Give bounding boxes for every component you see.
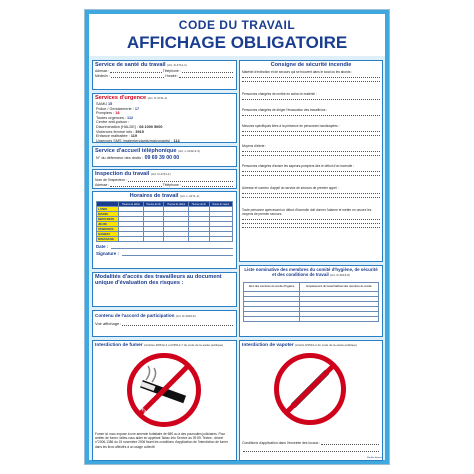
discrimination-label: Discrimination (HALDE) : bbox=[96, 124, 139, 129]
chsct-box bbox=[239, 265, 383, 337]
accord-field bbox=[93, 320, 236, 327]
vapoter-title bbox=[240, 341, 382, 349]
sante-title-text: Service de santé du travail bbox=[95, 62, 166, 68]
horaires-col: Heures de fin bbox=[143, 202, 163, 207]
risques-title: Modalités d'accès des travailleurs au document unique d'évaluation des risques : bbox=[95, 274, 222, 287]
day-label: MERCREDI bbox=[97, 217, 119, 222]
accueil-title-text: Service d'accueil téléphonique bbox=[95, 148, 177, 154]
securite-box bbox=[239, 60, 383, 262]
horaires-title bbox=[93, 192, 236, 200]
accord-title bbox=[93, 311, 236, 320]
poster-inner bbox=[89, 14, 385, 460]
inspection-ref: (Art. D.4711-1) bbox=[150, 172, 171, 176]
urgence-row-label: Police / Gendarmerie : bbox=[96, 106, 134, 111]
inspection-field-label: Nom de l'inspecteur : bbox=[95, 178, 127, 182]
signature-label: Signature : bbox=[96, 251, 119, 256]
urgence-box bbox=[92, 93, 237, 143]
signature-row bbox=[93, 250, 236, 257]
urgence-title bbox=[93, 94, 236, 102]
title-line1: CODE DU TRAVAIL bbox=[178, 18, 296, 32]
sante-field-label: Téléphone : bbox=[162, 69, 181, 73]
chsct-col2: Emplacement de travail habituel des membres du comité bbox=[300, 282, 379, 291]
accord-field-label: Voir affichage : bbox=[95, 321, 122, 326]
violences-label: Violences femme info : bbox=[96, 129, 135, 134]
horaires-col: Heures de début bbox=[119, 202, 144, 207]
inspection-title-text: Inspection du travail bbox=[95, 171, 150, 177]
sante-field-medecin bbox=[93, 74, 236, 79]
urgence-row-label: SAMU bbox=[96, 102, 107, 106]
violences-value: 3919 bbox=[135, 129, 144, 134]
accueil-phone-row bbox=[93, 155, 236, 162]
sante-title bbox=[93, 61, 236, 69]
securite-item bbox=[240, 207, 382, 235]
time-cell[interactable] bbox=[164, 237, 189, 242]
fumer-box bbox=[92, 340, 237, 461]
horaires-ref: (Art. L.3171-1) bbox=[180, 194, 200, 198]
table-row bbox=[244, 316, 379, 321]
securite-item-label: Personnes chargées de mettre en action le matériel : bbox=[242, 92, 317, 96]
vapoter-field bbox=[240, 441, 382, 446]
day-label: MARDI bbox=[97, 212, 119, 217]
day-label: DIMANCHE bbox=[97, 237, 119, 242]
poster-header bbox=[89, 14, 385, 56]
urgence-ref: (Art. D.4711-1) bbox=[147, 96, 168, 100]
securite-item-label: Moyens d'alerte : bbox=[242, 144, 267, 148]
accord-ref: (Art. R.3323-6) bbox=[175, 314, 196, 318]
antipoison-label: Centre anti-poison : bbox=[96, 120, 130, 125]
vapoter-box bbox=[239, 340, 383, 461]
fumer-text: Fumer ici vous expose à une amende forfaitaire de 68€ ou à des poursuites judiciaires. Pour arrêter de fumer, faites-vous aider en appelant Tabac Info Service au 39 89. Textes : décret n°2006-1386 du 15 novembre 2006 fixant les conditions d'application de l'interdiction de fumer dans les lieux affectés à un usage collectif. bbox=[95, 432, 228, 449]
urgence-row-label: Toutes urgences : bbox=[96, 115, 126, 120]
securite-item bbox=[240, 91, 382, 107]
vapoter-field-label: Conditions d'application dans l'enceinte des locaux : bbox=[242, 441, 321, 445]
horaires-title-text: Horaires de travail bbox=[129, 193, 179, 199]
fumer-title-text: Interdiction de fumer bbox=[95, 343, 143, 348]
footer-note: Modèle déposé bbox=[367, 457, 382, 459]
urgence-row-value: 18 bbox=[115, 111, 120, 116]
securite-item bbox=[240, 69, 382, 91]
time-cell[interactable] bbox=[209, 237, 232, 242]
securite-item-label: Mesures spécifiques liées à la présence de personnes handicapées : bbox=[242, 124, 340, 128]
inspection-box bbox=[92, 169, 237, 189]
vapoter-line bbox=[243, 451, 379, 452]
horaires-col: Heures de fin bbox=[189, 202, 209, 207]
day-label: LUNDI bbox=[97, 207, 119, 212]
sign-ring-text bbox=[127, 353, 201, 427]
securite-item-label: Personnes chargées de diriger l'évacuation des travailleurs : bbox=[242, 108, 328, 112]
vapoter-title-text: Interdiction de vapoter bbox=[242, 343, 294, 348]
discrimination-value: 08 1000 5000 bbox=[139, 124, 163, 129]
time-cell[interactable] bbox=[143, 237, 163, 242]
horaires-col: Durée du repos bbox=[209, 202, 232, 207]
chsct-title bbox=[240, 266, 382, 279]
sms-value: 114 bbox=[173, 138, 180, 143]
svg-text:INTERDICTION DE FUMER DANS UN bbox=[127, 353, 193, 422]
chsct-header-row bbox=[244, 282, 379, 291]
securite-item bbox=[240, 185, 382, 207]
urgence-title-text: Services d'urgence bbox=[95, 95, 147, 101]
horaires-table bbox=[96, 201, 233, 242]
inspection-field bbox=[93, 183, 236, 188]
accord-box bbox=[92, 310, 237, 337]
title-line2: AFFICHAGE OBLIGATOIRE bbox=[126, 33, 348, 52]
chsct-table bbox=[243, 282, 379, 322]
date-label: Date : bbox=[96, 244, 109, 249]
time-cell[interactable] bbox=[119, 237, 144, 242]
inspection-title bbox=[93, 170, 236, 178]
securite-item bbox=[240, 143, 382, 163]
accueil-phone-label: N° du défenseur des droits : bbox=[96, 156, 144, 160]
chsct-col1: Nom des membres du comité d'hygiène bbox=[244, 282, 300, 291]
enfance-value: 119 bbox=[130, 134, 137, 139]
horaires-col: Heures de début bbox=[164, 202, 189, 207]
securite-item bbox=[240, 163, 382, 185]
table-row bbox=[97, 237, 233, 242]
poster bbox=[84, 9, 390, 465]
securite-item-label: Matériel d'extinction et de secours qui se trouvent dans le local ou les abords : bbox=[242, 70, 353, 74]
no-smoking-ring-text: INTERDICTION DE FUMER DANS UN LIEU AFFEC bbox=[135, 392, 194, 423]
sms-label: Urgences SMS (malentendants/malvoyants) : bbox=[96, 138, 173, 143]
chsct-cell[interactable] bbox=[300, 316, 379, 321]
no-smoking-sign-icon bbox=[127, 353, 201, 427]
inspection-field-label: Téléphone : bbox=[162, 183, 181, 187]
urgence-row-label: Pompiers : bbox=[96, 111, 115, 116]
day-label: VENDREDI bbox=[97, 227, 119, 232]
date-row bbox=[93, 243, 236, 250]
securite-item bbox=[240, 107, 382, 123]
urgence-row-value: 17 bbox=[134, 106, 140, 111]
fumer-title bbox=[93, 341, 236, 349]
risques-box bbox=[92, 272, 237, 307]
accueil-title bbox=[93, 147, 236, 155]
securite-item-label: Toute personne apercevant un début d'incendie doit donner l'alarme et mettre en oeuvre les moyens de premier secours. bbox=[242, 208, 372, 217]
fumer-ref: (Articles R3512-2 et R3512-7 du code de la santé publique) bbox=[144, 343, 224, 347]
securite-item bbox=[240, 123, 382, 143]
sante-field-label: Horaire : bbox=[165, 74, 179, 78]
accord-title-text: Contenu de l'accord de participation bbox=[95, 313, 175, 318]
sante-field-label: Adresse : bbox=[95, 69, 110, 73]
day-label: SAMEDI bbox=[97, 232, 119, 237]
enfance-label: Enfance maltraitée : bbox=[96, 134, 130, 139]
no-vaping-sign-icon bbox=[274, 353, 346, 425]
sante-ref: (Art. D.4711-1) bbox=[167, 63, 187, 67]
inspection-field-label: Adresse : bbox=[95, 183, 110, 187]
sms-row bbox=[93, 139, 236, 143]
accueil-phone: 09 69 39 00 00 bbox=[144, 155, 180, 161]
urgence-row-value: 112 bbox=[127, 115, 134, 120]
time-cell[interactable] bbox=[189, 237, 209, 242]
horaires-box bbox=[92, 191, 237, 269]
vapoter-ref: (Article R3513-2 du code de la santé publique) bbox=[295, 343, 357, 347]
securite-item-label: Personnes chargées d'aviser les sapeurs-pompiers dès le début d'un incendie : bbox=[242, 164, 354, 168]
chsct-title-text: Liste nominative des membres du comité d'hygiène, de sécurité et des conditions de travail bbox=[244, 267, 378, 278]
chsct-cell[interactable] bbox=[244, 316, 300, 321]
accueil-box bbox=[92, 146, 237, 167]
securite-item-label: Adresse et numéro d'appel du service de secours de premier appel : bbox=[242, 186, 339, 190]
chsct-ref: (Art. R.4613-8) bbox=[330, 273, 350, 278]
sante-box bbox=[92, 60, 237, 90]
securite-title: Consigne de sécurité incendie bbox=[270, 62, 352, 68]
accueil-ref: (Art. L.1132-3-3) bbox=[178, 149, 200, 153]
day-label: JEUDI bbox=[97, 222, 119, 227]
urgence-row-value: 15 bbox=[108, 102, 113, 106]
sante-field-label: Médecin : bbox=[95, 74, 110, 78]
